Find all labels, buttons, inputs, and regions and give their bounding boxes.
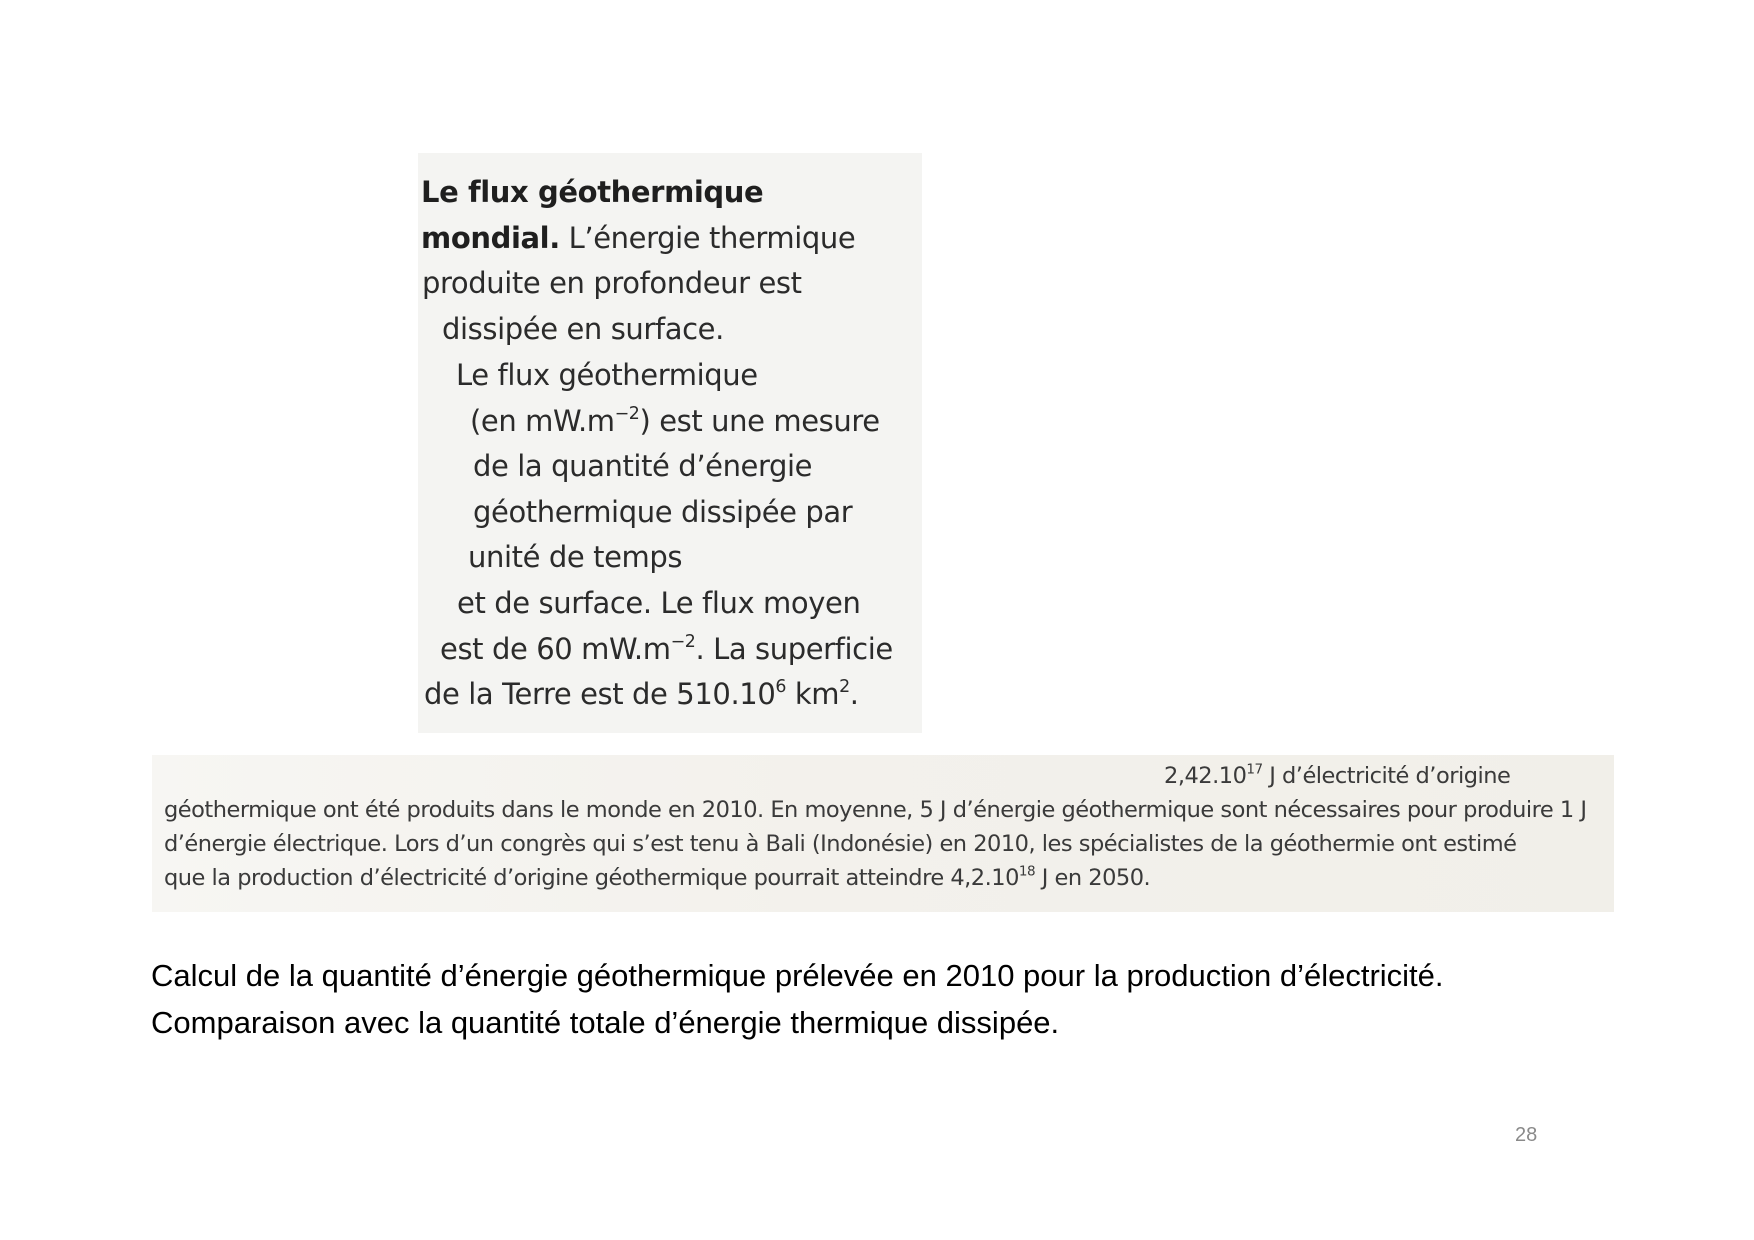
textbook-excerpt-electricity-production (152, 755, 1614, 912)
excerpt-title: Le flux géothermique (421, 175, 764, 209)
excerpt-line: unité de temps (468, 540, 683, 574)
excerpt-line: géothermique dissipée par (473, 495, 853, 529)
excerpt-line: de la quantité d’énergie (473, 449, 813, 483)
excerpt-line: 2,42.10$^{17}$ J d’électricité d’origine (1164, 761, 1511, 789)
excerpt-line: que la production d’électricité d’origine géothermique pourrait atteindre 4,2.10$^{18}$ J en 2050. (164, 863, 1151, 891)
excerpt-title-line (421, 175, 763, 209)
excerpt-line: dissipée en surface. (442, 312, 724, 346)
page-number: 28 (1515, 1124, 1538, 1146)
excerpt-line: Le flux géothermique (456, 358, 758, 392)
excerpt-line: produite en profondeur est (422, 266, 802, 300)
excerpt-line: d’énergie électrique. Lors d’un congrès qui s’est tenu à Bali (Indonésie) en 2010, les spécialistes de la géothermie ont estimé (164, 831, 1517, 857)
excerpt-line: est de 60 $mW.m^{-2}$. La superficie (440, 631, 893, 666)
caption-line: Comparaison avec la quantité totale d’énergie thermique dissipée. (151, 1005, 1060, 1040)
textbook-excerpt-geothermal-flux (418, 153, 922, 733)
excerpt-line: de la Terre est de 510.10$^6$ $km^2$. (424, 676, 859, 711)
excerpt-line: mondial. L’énergie thermique (421, 221, 856, 255)
slide-caption (151, 952, 1444, 1046)
excerpt-line: géothermique ont été produits dans le monde en 2010. En moyenne, 5 J d’énergie géothermique sont nécessaires pour produire 1 J (164, 797, 1587, 823)
excerpt-title-end: mondial. (421, 221, 560, 255)
excerpt-line: (en $mW.m^{-2}$) est une mesure (470, 403, 880, 438)
caption-line: Calcul de la quantité d’énergie géothermique prélevée en 2010 pour la production d’électricité. (151, 958, 1444, 993)
excerpt-line: et de surface. Le flux moyen (457, 586, 861, 620)
